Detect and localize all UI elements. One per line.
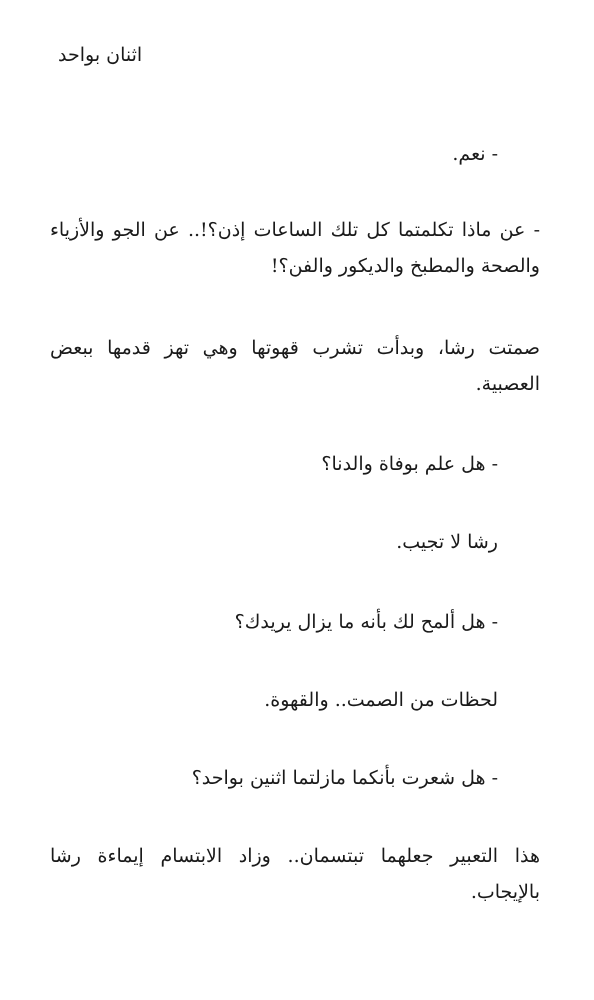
dialogue-line-yes: - نعم. bbox=[452, 143, 498, 165]
dialogue-line-still-wants-you: - هل ألمح لك بأنه ما يزال يريدك؟ bbox=[234, 611, 498, 633]
narration-moments-of-silence: لحظات من الصمت.. والقهوة. bbox=[264, 689, 498, 711]
dialogue-line-two-in-one: - هل شعرت بأنكما مازلتما اثنين بواحد؟ bbox=[191, 767, 498, 789]
narration-rasha-no-answer: رشا لا تجيب. bbox=[396, 531, 498, 553]
narration-rasha-silent: صمتت رشا، وبدأت تشرب قهوتها وهي تهز قدمها ببعض العصبية. bbox=[50, 337, 540, 395]
narration-smile-nod: هذا التعبير جعلهما تبتسمان.. وزاد الابتسام إيماءة رشا بالإيجاب. bbox=[50, 845, 540, 903]
running-header: اثنان بواحد bbox=[58, 44, 143, 66]
dialogue-line-what-did-you-talk: - عن ماذا تكلمتما كل تلك الساعات إذن؟!.. عن الجو والأزياء والصحة والمطبخ والديكور والفن؟! bbox=[50, 219, 540, 277]
dialogue-line-father-death: - هل علم بوفاة والدنا؟ bbox=[321, 453, 498, 475]
